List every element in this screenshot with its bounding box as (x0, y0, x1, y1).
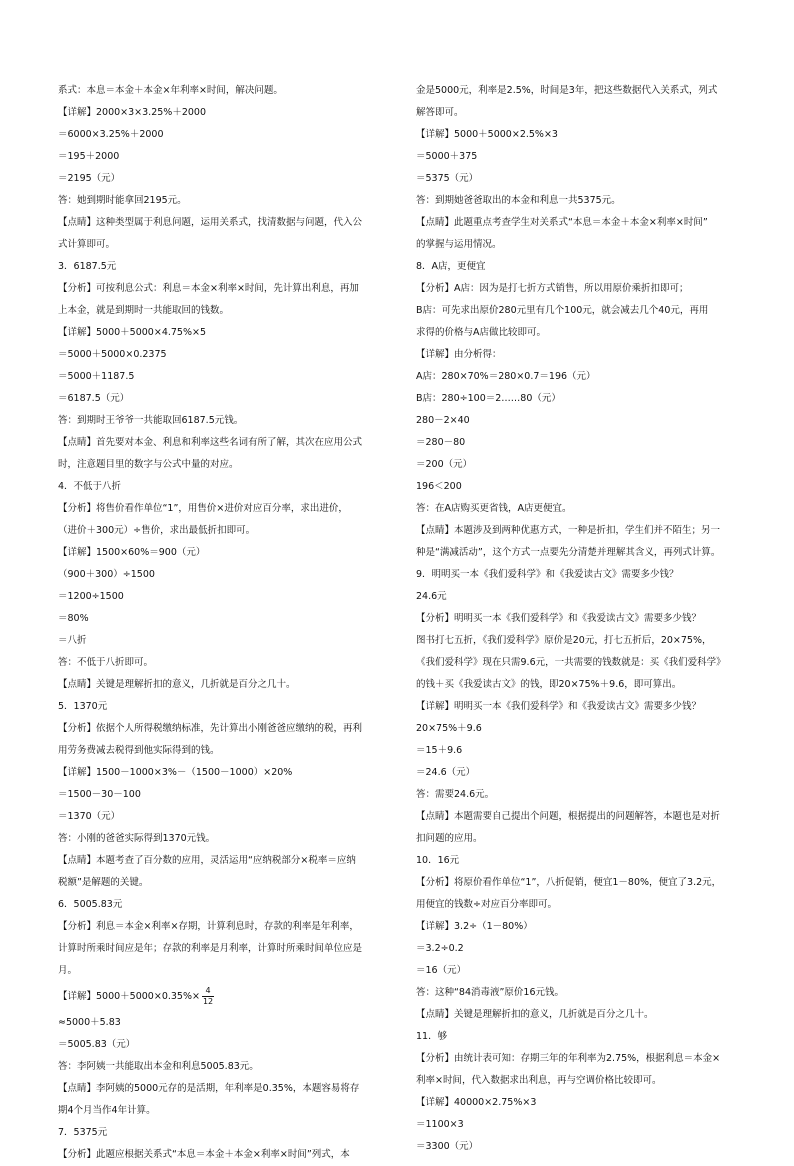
text-line: ＝200（元） (416, 459, 473, 470)
text-line: ＝5005.83（元） (58, 1039, 136, 1050)
text-line: ＝5000＋375 (416, 151, 478, 162)
text-line: 图书打七五折，《我们爱科学》原价是20元，打七五折后，20×75%， (416, 635, 712, 646)
text-line: 9．明明买一本《我们爱科学》和《我爱读古文》需要多少钱？ (416, 569, 679, 580)
text-line: 答：小刚的爸爸实际得到1370元钱。 (58, 833, 216, 844)
text-line: 【分析】此题应根据关系式“本息＝本金＋本金×利率×时间”列式，本 (58, 1149, 350, 1160)
text-line: 【详解】1500×60%＝900（元） (58, 547, 206, 558)
text-line: ＝3.2÷0.2 (416, 943, 464, 954)
right-column-lines (416, 80, 750, 1158)
text-line: 3．6187.5元 (58, 261, 117, 272)
text-line: 答：不低于八折即可。 (58, 657, 154, 668)
text-line: 【点睛】此题重点考查学生对关系式“本息＝本金＋本金×利率×时间” (416, 217, 708, 228)
text-line: 【详解】1500－1000×3%－（1500－1000）×20% (58, 767, 293, 778)
text-line: ＝1370（元） (58, 811, 121, 822)
text-line: ＝2195（元） (58, 173, 121, 184)
text-line: 11．够 (416, 1031, 448, 1042)
text-line: 【点睛】本题涉及到两种优惠方式，一种是折扣，学生们并不陌生；另一 (416, 525, 721, 536)
fraction-line-prefix: 【详解】5000＋5000×0.35%× (58, 991, 200, 1002)
text-line: ＝八折 (58, 635, 87, 646)
left-column-lines (58, 80, 390, 982)
text-line: 【分析】依据个人所得税缴纳标准，先计算出小刚爸爸应缴纳的税，再利 (58, 723, 363, 734)
text-line: 6．5005.83元 (58, 899, 123, 910)
text-line: 求得的价格与A店做比较即可。 (416, 327, 546, 338)
text-line: 【详解】明明买一本《我们爱科学》和《我爱读古文》需要多少钱？ (416, 701, 702, 712)
text-line: （进价＋300元）÷售价，求出最低折扣即可。 (58, 525, 256, 536)
text-line: ＝5000＋1187.5 (58, 371, 135, 382)
text-line: ＝3300（元） (416, 1141, 479, 1152)
text-line: 【点睛】关键是理解折扣的意义，几折就是百分之几十。 (58, 679, 296, 690)
text-line: 答：需要24.6元。 (416, 789, 495, 800)
text-line: 上本金，就是到期时一共能取回的钱数。 (58, 305, 230, 316)
text-line: 计算时所乘时间应是年；存款的利率是月利率，计算时所乘时间单位应是 (58, 943, 363, 954)
text-line: ＝195＋2000 (58, 151, 120, 162)
text-line: 【点睛】首先要对本金、利息和利率这些名词有所了解，其次在应用公式 (58, 437, 363, 448)
text-line: 24.6元 (416, 591, 447, 602)
text-line: B店：280÷100＝2……80（元） (416, 393, 561, 404)
text-line: 【详解】40000×2.75%×3 (416, 1097, 537, 1108)
text-line: 系式：本息＝本金＋本金×年利率×时间，解决问题。 (58, 85, 283, 96)
text-line: 解答即可。 (416, 107, 464, 118)
text-line: 答：她到期时能拿回2195元。 (58, 195, 187, 206)
text-line: 答：到期她爸爸取出的本金和利息一共5375元。 (416, 195, 621, 206)
text-line: ＝1500－30－100 (58, 789, 141, 800)
text-line: 【点睛】关键是理解折扣的意义，几折就是百分之几十。 (416, 1009, 654, 1020)
text-line: 时，注意题目里的数字与公式中量的对应。 (58, 459, 239, 470)
text-line: 用便宜的钱数÷对应百分率即可。 (416, 899, 557, 910)
fraction-line (58, 982, 390, 1012)
text-line: 种是“满减活动”，这个方式一点要先分清楚并理解其含义，再列式计算。 (416, 547, 721, 558)
text-line: 【分析】A店：因为是打七折方式销售，所以用原价乘折扣即可； (416, 283, 689, 294)
text-line: 5．1370元 (58, 701, 108, 712)
text-line: 期4个月当作4年计算。 (58, 1105, 156, 1116)
text-line: 《我们爱科学》现在只需9.6元，一共需要的钱数就是：买《我们爱科学》 (416, 657, 726, 668)
text-line: ＝80% (58, 613, 89, 624)
text-line: 月。 (58, 965, 78, 976)
text-line: A店：280×70%＝280×0.7＝196（元） (416, 371, 596, 382)
text-line: 【点睛】李阿姨的5000元存的是活期，年利率是0.35%，本题容易将存 (58, 1083, 360, 1094)
right-column (416, 80, 750, 1158)
text-line: 答：在A店购买更省钱，A店更便宜。 (416, 503, 572, 514)
text-line: 【点睛】本题考查了百分数的应用，灵活运用“应纳税部分×税率＝应纳 (58, 855, 356, 866)
text-line: 答：李阿姨一共能取出本金和利息5005.83元。 (58, 1061, 259, 1072)
text-line: 【点睛】这种类型属于利息问题，运用关系式，找清数据与问题，代入公 (58, 217, 363, 228)
text-line: 【分析】利息＝本金×利率×存期，计算利息时，存款的利率是年利率， (58, 921, 359, 932)
fraction-denominator: 12 (202, 997, 214, 1006)
text-line: 【详解】由分析得： (416, 349, 502, 360)
text-line: 的钱＋买《我爱读古文》的钱，即20×75%＋9.6，即可算出。 (416, 679, 682, 690)
text-line: 【分析】由统计表可知：存期三年的年利率为2.75%，根据利息＝本金× (416, 1053, 721, 1064)
text-line: 4．不低于八折 (58, 481, 122, 492)
text-line: 【分析】将售价看作单位“1”，用售价×进价对应百分率，求出进价， (58, 503, 348, 514)
text-line: （900＋300）÷1500 (58, 569, 155, 580)
text-line: ＝5000＋5000×0.2375 (58, 349, 167, 360)
text-line: 【分析】可按利息公式：利息＝本金×利率×时间，先计算出利息，再加 (58, 283, 359, 294)
text-line: 10．16元 (416, 855, 460, 866)
text-line: 利率×时间，代入数据求出利息，再与空调价格比较即可。 (416, 1075, 662, 1086)
text-line: 196＜200 (416, 481, 462, 492)
text-line: 答：这种“84消毒液”原价16元钱。 (416, 987, 565, 998)
text-line: 【详解】3.2÷（1－80%） (416, 921, 533, 932)
text-line: 【详解】5000＋5000×4.75%×5 (58, 327, 206, 338)
text-line: 的掌握与运用情况。 (416, 239, 502, 250)
text-line: 答：到期时王爷爷一共能取回6187.5元钱。 (58, 415, 244, 426)
text-line: ＝6187.5（元） (58, 393, 130, 404)
left-column (58, 80, 390, 1166)
text-line: 20×75%＋9.6 (416, 723, 482, 734)
text-line: 7．5375元 (58, 1127, 108, 1138)
text-line: 【点睛】本题需要自己提出个问题，根据提出的问题解答，本题也是对折 (416, 811, 721, 822)
text-line: 扣问题的应用。 (416, 833, 483, 844)
text-line: 税额”是解题的关键。 (58, 877, 149, 888)
text-line: 【详解】2000×3×3.25%＋2000 (58, 107, 206, 118)
text-line: 8．A店，更便宜 (416, 261, 486, 272)
text-line: ＝5375（元） (416, 173, 479, 184)
text-line: ＝16（元） (416, 965, 467, 976)
text-line: 式计算即可。 (58, 239, 116, 250)
text-line: ＝1200÷1500 (58, 591, 124, 602)
text-line: ＝24.6（元） (416, 767, 476, 778)
text-line: 用劳务费减去税得到他实际得到的钱。 (58, 745, 220, 756)
text-line: B店：可先求出原价280元里有几个100元，就会减去几个40元，再用 (416, 305, 709, 316)
text-line: ≈5000＋5.83 (58, 1017, 121, 1028)
left-column-tail-lines (58, 1012, 390, 1166)
fraction-numerator: 4 (202, 986, 214, 997)
text-line: 280－2×40 (416, 415, 470, 426)
text-line: 【分析】明明买一本《我们爱科学》和《我爱读古文》需要多少钱？ (416, 613, 702, 624)
text-line: 【详解】5000＋5000×2.5%×3 (416, 129, 558, 140)
text-line: 【分析】将原价看作单位“1”，八折促销，便宜1－80%，便宜了3.2元， (416, 877, 722, 888)
text-line: ＝1100×3 (416, 1119, 464, 1130)
fraction (202, 986, 214, 1007)
text-line: 金是5000元，利率是2.5%，时间是3年，把这些数据代入关系式，列式 (416, 85, 718, 96)
text-line: ＝6000×3.25%＋2000 (58, 129, 164, 140)
text-line: ＝15＋9.6 (416, 745, 463, 756)
text-line: ＝280－80 (416, 437, 466, 448)
